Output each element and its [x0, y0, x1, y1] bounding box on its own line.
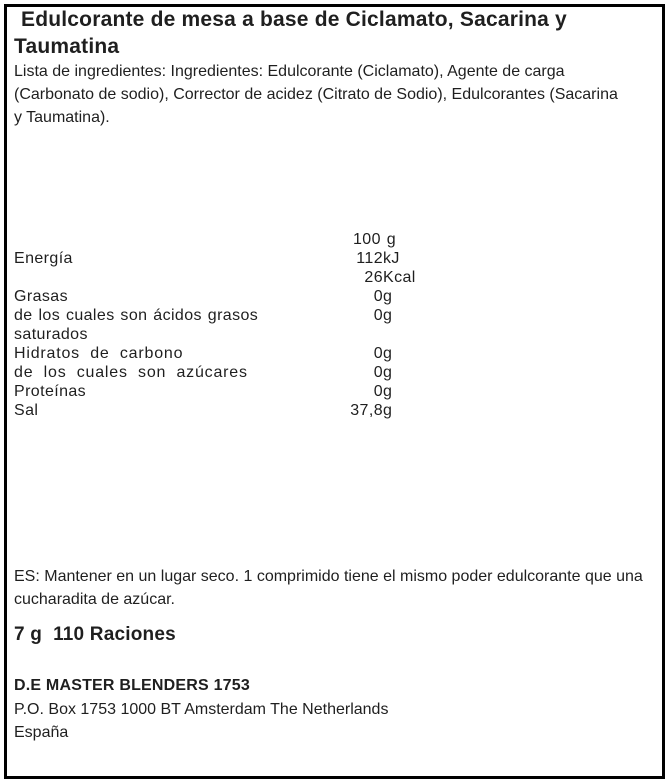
nutrition-row-energy [14, 249, 504, 268]
nutrient-unit: g [383, 402, 393, 419]
nutrition-column-header: 100 g [353, 231, 397, 248]
nutrition-row-salt [14, 401, 504, 420]
nutrient-label: Energía [14, 250, 73, 267]
country: España [14, 724, 69, 741]
nutrient-value: 0 [373, 364, 383, 381]
manufacturer-name: D.E MASTER BLENDERS 1753 [14, 677, 250, 694]
nutrition-row-energy-kcal [14, 268, 504, 287]
manufacturer-block [14, 674, 634, 745]
nutrition-row-fat [14, 287, 504, 306]
nutrient-label: Grasas [14, 288, 68, 305]
nutrient-value: 26 [364, 269, 383, 286]
nutrient-value: 37,8 [350, 402, 383, 419]
nutrient-label: Sal [14, 402, 39, 419]
ingredients-text: Lista de ingredientes: Ingredientes: Edulcorante (Ciclamato), Agente de carga (Carbonato de sodio), Corrector de acidez (Citrato de Sodio), Edulcorantes (Sacarina y Taumatina). [14, 63, 618, 126]
nutrient-label: de los cuales son azúcares [14, 364, 248, 381]
nutrient-value: 0 [373, 288, 383, 305]
nutrition-table [14, 230, 504, 420]
nutrition-row-saturated-fat [14, 306, 504, 344]
net-weight-line [14, 624, 176, 646]
nutrient-label: de los cuales son ácidos grasos saturados [14, 307, 259, 343]
nutrient-unit: g [383, 383, 393, 400]
nutrient-value: 112 [356, 250, 383, 267]
nutrition-row-carbohydrates [14, 344, 504, 363]
nutrient-unit: g [383, 288, 393, 305]
storage-instructions: ES: Mantener en un lugar seco. 1 comprimido tiene el mismo poder edulcorante que una cucharadita de azúcar. [14, 568, 643, 608]
nutrient-unit: g [383, 307, 393, 324]
nutrient-value: 0 [373, 383, 383, 400]
nutrient-unit: g [383, 345, 393, 362]
nutrient-unit: kJ [383, 250, 400, 267]
manufacturer-address: P.O. Box 1753 1000 BT Amsterdam The Netherlands [14, 700, 389, 718]
nutrient-value: 0 [373, 345, 383, 362]
nutrient-label: Hidratos de carbono [14, 345, 184, 362]
nutrient-unit: Kcal [383, 269, 416, 286]
nutrition-row-sugars [14, 363, 504, 382]
nutrition-row-protein [14, 382, 504, 401]
nutrition-header-row [14, 230, 504, 249]
nutrient-value: 0 [373, 307, 383, 324]
nutrient-unit: g [383, 364, 393, 381]
servings-count: 110 Raciones [53, 624, 176, 645]
net-weight: 7 g [14, 624, 43, 645]
nutrient-label: Proteínas [14, 383, 87, 400]
product-title: Edulcorante de mesa a base de Ciclamato, Sacarina y Taumatina [14, 8, 567, 58]
